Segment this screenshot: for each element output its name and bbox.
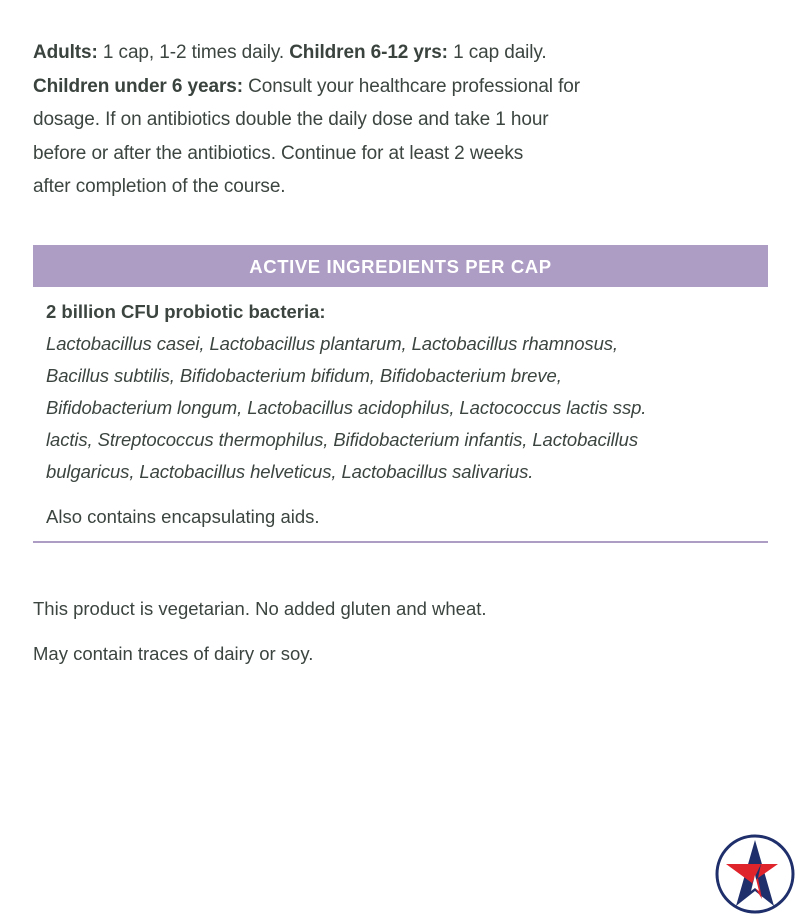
ingredients-body (46, 297, 761, 532)
strain-line: Bifidobacterium longum, Lactobacillus acidophilus, Lactococcus lactis ssp. (46, 397, 647, 418)
traces-note: May contain traces of dairy or soy. (33, 643, 314, 664)
adults-label: Adults: (33, 42, 98, 63)
dosage-line-2 (33, 70, 633, 104)
strain-list (46, 328, 761, 488)
dosage-line-3: dosage. If on antibiotics double the daily dose and take 1 hour (33, 109, 549, 130)
adults-text: 1 cap, 1-2 times daily. (97, 42, 290, 63)
under6-label: Children under 6 years: (33, 75, 243, 97)
also-contains: Also contains encapsulating aids. (46, 506, 320, 527)
under6-text: Consult your healthcare professional for (242, 75, 580, 97)
cfu-title: 2 billion CFU probiotic bacteria: (46, 301, 326, 322)
dosage-line-1 (33, 36, 633, 70)
children-text: 1 cap daily. (447, 42, 547, 63)
strain-line: Lactobacillus casei, Lactobacillus plantarum, Lactobacillus rhamnosus, (46, 333, 618, 354)
diet-info (33, 594, 733, 669)
strain-line: lactis, Streptococcus thermophilus, Bifidobacterium infantis, Lactobacillus (46, 429, 638, 450)
dosage-line-5: after completion of the course. (33, 176, 286, 197)
star-arrow-badge-icon (714, 833, 796, 915)
ingredients-header: ACTIVE INGREDIENTS PER CAP (33, 245, 768, 287)
vegetarian-note: This product is vegetarian. No added gluten and wheat. (33, 598, 487, 619)
children-label: Children 6-12 yrs: (289, 42, 448, 63)
dosage-line-4: before or after the antibiotics. Continue for at least 2 weeks (33, 142, 524, 164)
dosage-instructions (33, 36, 633, 204)
section-divider (33, 541, 768, 543)
strain-line: bulgaricus, Lactobacillus helveticus, Lactobacillus salivarius. (46, 461, 534, 482)
strain-line: Bacillus subtilis, Bifidobacterium bifidum, Bifidobacterium breve, (46, 365, 562, 386)
